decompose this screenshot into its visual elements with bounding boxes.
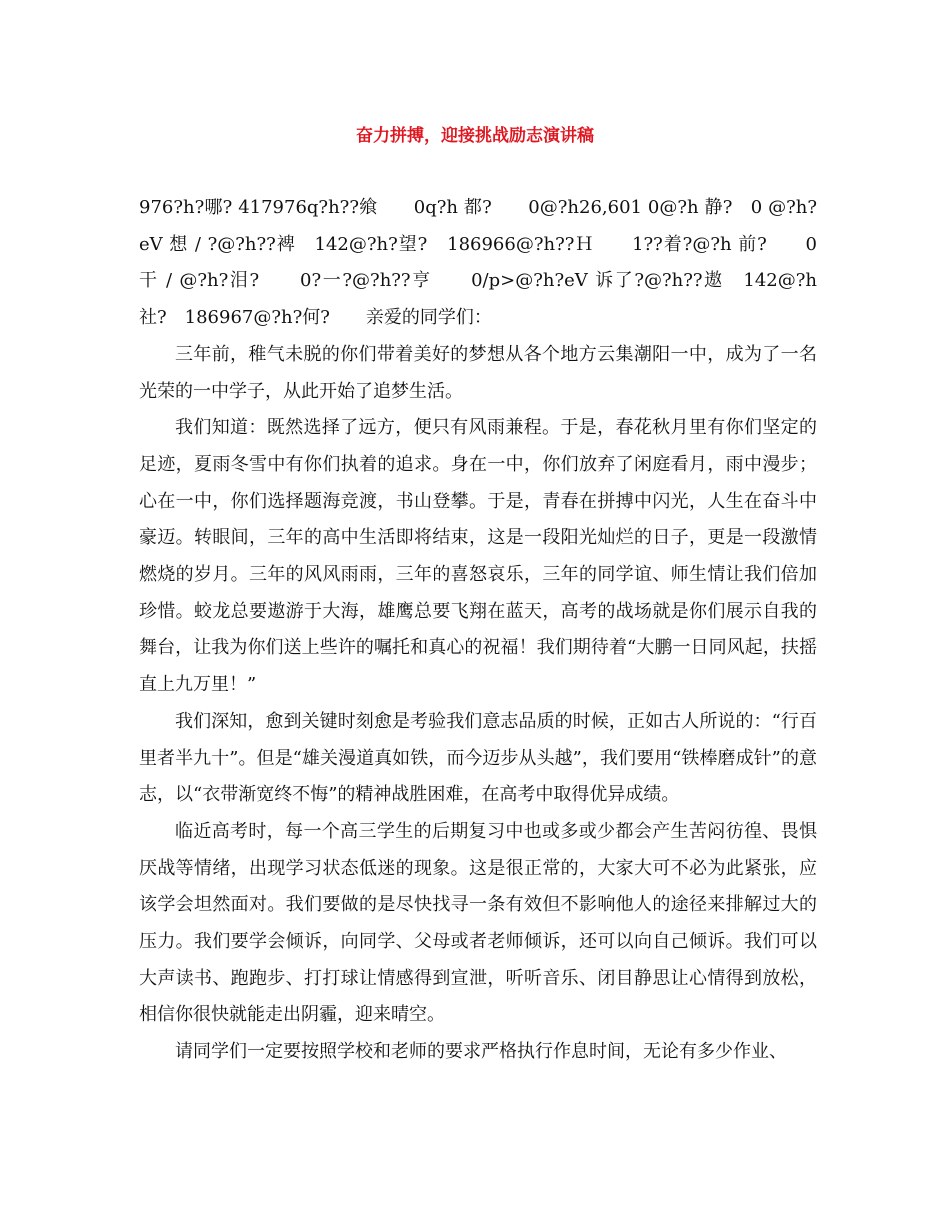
paragraph-header-garbled: 976?h?哪? 417976q?h??飨 0q?h 都? 0@?h26,601 0@?h 静? 0 @?h?eV 想 / ?@?h??裨 142@?h?望? 186966@?h??Ｈ 1??着?@?h 前? 0 干 / @?h?泪? 0?一?@?h??亨 0/p>@?h?eV 诉了?@?h??遨 142@?h 社? 186967@?h?何? 亲爱的同学们：	[139, 197, 817, 329]
document-body	[139, 190, 817, 1071]
document-title: 奋力拼搏，迎接挑战励志演讲稿	[356, 126, 594, 146]
paragraph-5: 请同学们一定要按照学校和老师的要求严格执行作息时间，无论有多少作业、	[175, 1041, 787, 1063]
paragraph-3: 我们深知，愈到关键时刻愈是考验我们意志品质的时候，正如古人所说的：“行百里者半九十”。但是“雄关漫道真如铁，而今迈步从头越”，我们要用“铁棒磨成针”的意志，以“衣带渐宽终不悔”的精神战胜困难，在高考中取得优异成绩。	[139, 710, 817, 806]
paragraph-4: 临近高考时，每一个高三学生的后期复习中也或多或少都会产生苦闷彷徨、畏惧厌战等情绪，出现学习状态低迷的现象。这是很正常的，大家大可不必为此紧张，应该学会坦然面对。我们要做的是尽快找寻一条有效但不影响他人的途径来排解过大的压力。我们要学会倾诉，向同学、父母或者老师倾诉，还可以向自己倾诉。我们可以大声读书、跑跑步、打打球让情感得到宣泄，听听音乐、闭目静思让心情得到放松，相信你很快就能走出阴霾，迎来晴空。	[139, 820, 817, 1026]
paragraph-2: 我们知道：既然选择了远方，便只有风雨兼程。于是，春花秋月里有你们坚定的足迹，夏雨冬雪中有你们执着的追求。身在一中，你们放弃了闲庭看月，雨中漫步；心在一中，你们选择题海竞渡，书山登攀。于是，青春在拼搏中闪光，人生在奋斗中豪迈。转眼间，三年的高中生活即将结束，这是一段阳光灿烂的日子，更是一段激情燃烧的岁月。三年的风风雨雨，三年的喜怒哀乐，三年的同学谊、师生情让我们倍加珍惜。蛟龙总要遨游于大海，雄鹰总要飞翔在蓝天，高考的战场就是你们展示自我的舞台，让我为你们送上些许的嘱托和真心的祝福！我们期待着“大鹏一日同风起，扶摇直上九万里！”	[139, 417, 817, 696]
paragraph-1: 三年前，稚气未脱的你们带着美好的梦想从各个地方云集潮阳一中，成为了一名光荣的一中学子，从此开始了追梦生活。	[139, 343, 817, 402]
